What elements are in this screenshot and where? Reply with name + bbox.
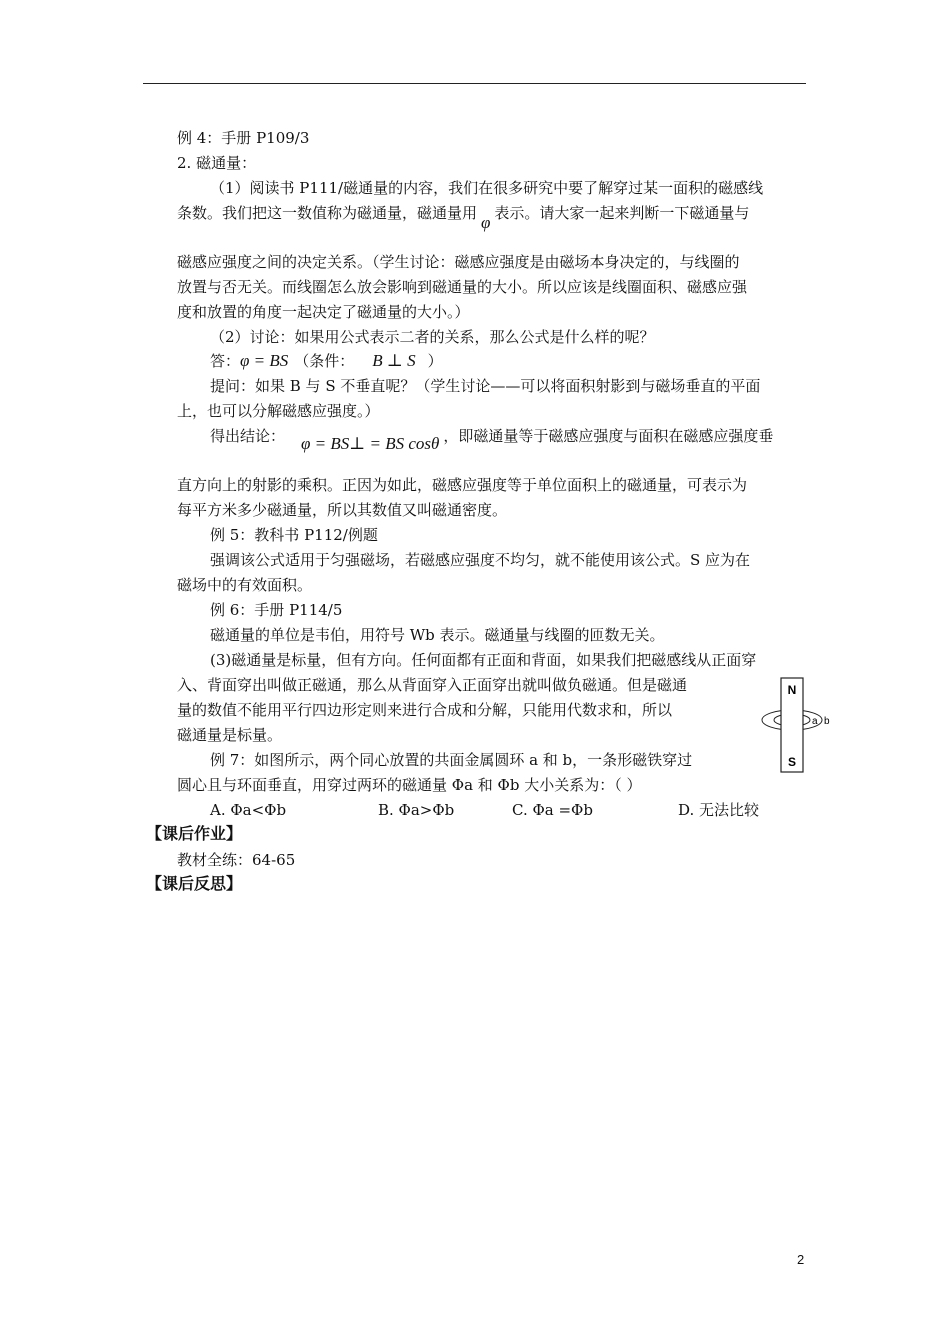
magnet-rings-figure xyxy=(760,676,836,776)
paragraph-line: (3)磁通量是标量，但有方向。任何面都有正面和背面，如果我们把磁感线从正面穿 xyxy=(210,651,757,669)
page-number: 2 xyxy=(797,1252,805,1267)
text-segment: ，即磁通量等于磁感应强度与面积在磁感应强度垂 xyxy=(443,427,774,445)
paragraph-line: （2）讨论：如果用公式表示二者的关系，那么公式是什么样的呢？ xyxy=(210,328,655,346)
example-7: 例 7：如图所示，两个同心放置的共面金属圆环 a 和 b，一条形磁铁穿过 xyxy=(210,751,693,769)
paragraph-line: 强调该公式适用于匀强磁场，若磁感应强度不均匀，就不能使用该公式。S 应为在 xyxy=(210,551,751,569)
section-2-title: 2. 磁通量： xyxy=(177,154,257,172)
paragraph-line: 量的数值不能用平行四边形定则来进行合成和分解，只能用代数求和，所以 xyxy=(177,701,673,719)
option-a: A. Φa<Φb xyxy=(210,801,287,819)
paragraph-line: 度和放置的角度一起决定了磁通量的大小。） xyxy=(177,303,470,321)
example-5: 例 5：教科书 P112/例题 xyxy=(210,526,378,544)
paragraph-line: 直方向上的射影的乘积。正因为如此，磁感应强度等于单位面积上的磁通量，可表示为 xyxy=(177,476,748,494)
paragraph-line: 放置与否无关。而线圈怎么放会影响到磁通量的大小。所以应该是线圈面积、磁感应强 xyxy=(177,278,748,296)
south-pole-label: S xyxy=(787,755,797,769)
formula-line xyxy=(210,351,443,371)
general-flux-formula: φ = BS⊥ = BS cosθ xyxy=(301,434,440,453)
paragraph-line: 磁通量的单位是韦伯，用符号 Wb 表示。磁通量与线圈的匝数无关。 xyxy=(210,626,665,644)
option-d: D. 无法比较 xyxy=(678,801,760,819)
paragraph-line: 磁场中的有效面积。 xyxy=(177,576,313,594)
text-segment: （条件： xyxy=(294,352,355,370)
text-segment: 条数。我们把这一数值称为磁通量，磁通量用 xyxy=(177,204,478,222)
header-rule xyxy=(143,83,806,84)
north-pole-label: N xyxy=(787,683,797,697)
reflection-heading: 【课后反思】 xyxy=(146,874,243,893)
conclusion-line xyxy=(210,426,774,453)
text-segment: ） xyxy=(427,352,443,370)
paragraph-line: 提问：如果 B 与 S 不垂直呢？（学生讨论——可以将面积射影到与磁场垂直的平面 xyxy=(210,377,761,395)
condition-formula: B ⊥ S xyxy=(372,351,416,370)
example-6: 例 6：手册 P114/5 xyxy=(210,601,343,619)
paragraph-line: （1）阅读书 P111/磁通量的内容，我们在很多研究中要了解穿过某一面积的磁感线 xyxy=(210,179,764,197)
homework-content: 教材全练：64-65 xyxy=(177,851,296,869)
text-segment: 得出结论： xyxy=(210,427,286,445)
text-segment: 答： xyxy=(210,352,241,370)
paragraph-line xyxy=(177,203,750,232)
phi-symbol: φ xyxy=(481,213,491,232)
text-segment: 表示。请大家一起来判断一下磁通量与 xyxy=(494,204,750,222)
option-c: C. Φa =Φb xyxy=(512,801,593,819)
homework-heading: 【课后作业】 xyxy=(146,824,243,843)
paragraph-line: 上，也可以分解磁感应强度。） xyxy=(177,402,380,420)
paragraph-line: 磁感应强度之间的决定关系。（学生讨论：磁感应强度是由磁场本身决定的，与线圈的 xyxy=(177,253,740,271)
paragraph-line: 入、背面穿出叫做正磁通，那么从背面穿入正面穿出就叫做负磁通。但是磁通 xyxy=(177,676,688,694)
paragraph-line: 磁通量是标量。 xyxy=(177,726,283,744)
example-4: 例 4：手册 P109/3 xyxy=(177,129,310,147)
ring-a-label: a xyxy=(812,716,818,727)
ring-b-label: b xyxy=(824,716,830,727)
paragraph-line: 每平方米多少磁通量，所以其数值又叫磁通密度。 xyxy=(177,501,508,519)
paragraph-line: 圆心且与环面垂直，用穿过两环的磁通量 Φa 和 Φb 大小关系为：（ ） xyxy=(177,776,642,794)
option-b: B. Φa>Φb xyxy=(378,801,455,819)
flux-formula: φ = BS xyxy=(240,351,289,370)
